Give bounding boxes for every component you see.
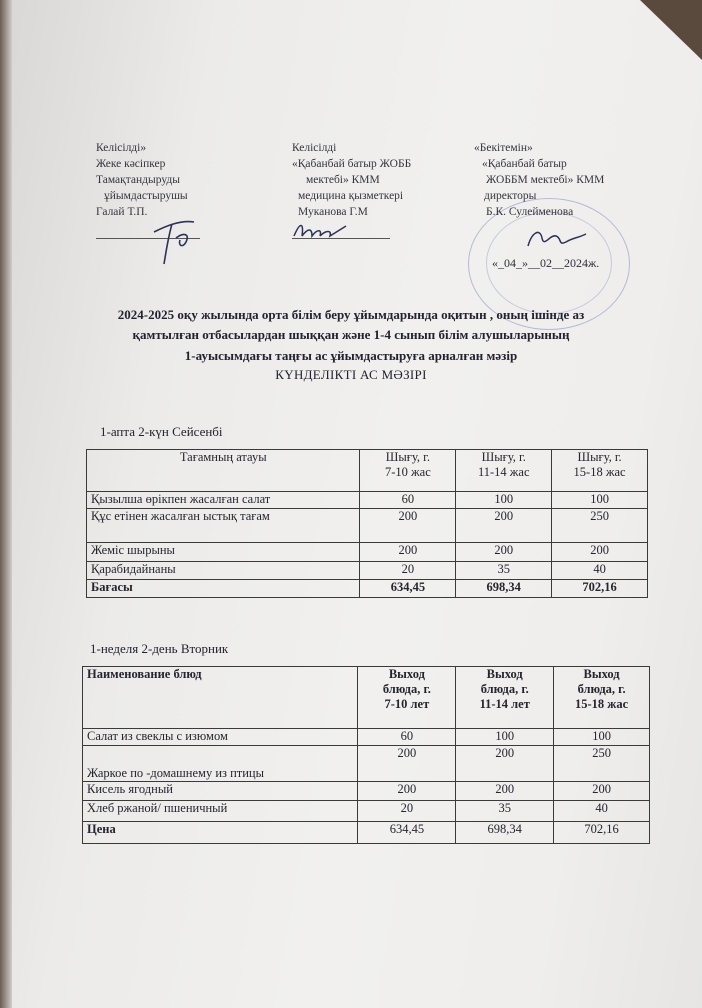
russian-menu-table (82, 666, 650, 844)
table-row (87, 509, 648, 543)
russian-day-label: 1-неделя 2-день Вторник (90, 641, 229, 656)
price-cell: 634,45 (360, 580, 456, 598)
approval-entrepreneur (96, 140, 188, 220)
portion-cell: 35 (456, 801, 554, 822)
portion-cell: 200 (360, 509, 456, 543)
table-header-row (83, 667, 650, 729)
approval-medic (292, 140, 411, 220)
price-row (87, 580, 648, 598)
header-portion-11-14: Выход блюда, г. 11-14 лет (456, 667, 554, 729)
price-cell: 702,16 (552, 580, 648, 598)
dish-name: Құс етінен жасалған ыстық тағам (87, 509, 360, 543)
dish-name: Салат из свеклы с изюмом (83, 729, 358, 746)
portion-cell: 100 (554, 729, 650, 746)
document-subtitle: КҮНДЕЛІКТІ АС МӘЗІРІ (275, 367, 427, 382)
approval-director (474, 140, 604, 220)
price-cell: 698,34 (456, 580, 552, 598)
dish-name: Хлеб ржаной/ пшеничный (83, 801, 358, 822)
portion-cell: 250 (552, 509, 648, 543)
approval-line: «Қабанбай батыр ЖОББ (292, 158, 412, 170)
price-label: Бағасы (87, 580, 360, 598)
header-portion-7-10: Шығу, г. 7-10 жас (360, 450, 456, 492)
approval-line: Галай Т.П. (96, 206, 148, 218)
portion-cell: 200 (358, 782, 456, 801)
approval-line: Жеке кәсіпкер (96, 158, 166, 170)
portion-cell: 200 (456, 746, 554, 782)
table-row (83, 729, 650, 746)
approval-line: «Қабанбай батыр (482, 158, 567, 170)
kazakh-menu-table (86, 449, 648, 598)
dish-name: Кисель ягодный (83, 782, 358, 801)
approval-line: Б.К. Сулейменова (486, 206, 574, 218)
portion-cell: 200 (554, 782, 650, 801)
approval-line: мектебі» КММ (306, 174, 380, 186)
portion-cell: 100 (456, 729, 554, 746)
kazakh-day-label: 1-апта 2-күн Сейсенбі (100, 424, 223, 439)
portion-cell: 60 (360, 492, 456, 509)
price-row (83, 822, 650, 844)
document-title-line: 2024-2025 оқу жылында орта білім беру ұйымдарында оқитын , оның ішінде аз (117, 307, 585, 322)
document-title-line: 1-ауысымдағы таңғы ас ұйымдастыруға арналған мәзір (184, 348, 518, 363)
table-row (83, 782, 650, 801)
approval-line: Келісілді» (96, 142, 147, 154)
approval-line: Келісілді (292, 142, 337, 154)
portion-cell: 60 (358, 729, 456, 746)
portion-cell: 100 (552, 492, 648, 509)
portion-cell: 250 (554, 746, 650, 782)
price-cell: 702,16 (554, 822, 650, 844)
header-portion-15-18: Шығу, г. 15-18 жас (552, 450, 648, 492)
approval-line: Тамақтандыруды (96, 174, 180, 186)
portion-cell: 20 (360, 562, 456, 580)
portion-cell: 200 (456, 782, 554, 801)
header-dish: Наименование блюд (83, 667, 358, 729)
portion-cell: 200 (456, 543, 552, 562)
table-row (83, 746, 650, 782)
table-row (83, 801, 650, 822)
header-portion-15-18: Выход блюда, г. 15-18 жас (554, 667, 650, 729)
portion-cell: 20 (358, 801, 456, 822)
approval-line: Муканова Г.М (298, 206, 368, 218)
portion-cell: 200 (456, 509, 552, 543)
portion-cell: 200 (358, 746, 456, 782)
signature-mukanova (290, 218, 350, 244)
price-cell: 634,45 (358, 822, 456, 844)
portion-cell: 35 (456, 562, 552, 580)
approval-line: директоры (484, 190, 537, 202)
dish-name: Жеміс шырыны (87, 543, 360, 562)
dish-name: Қарабидайнаны (87, 562, 360, 580)
price-cell: 698,34 (456, 822, 554, 844)
page-edge (0, 0, 12, 1008)
approval-line: ЖОББМ мектебі» КММ (486, 174, 605, 186)
signature-galai (150, 212, 200, 266)
portion-cell: 100 (456, 492, 552, 509)
header-portion-7-10: Выход блюда, г. 7-10 лет (358, 667, 456, 729)
portion-cell: 40 (554, 801, 650, 822)
table-row (87, 543, 648, 562)
table-row (87, 492, 648, 509)
signature-suleimenova (522, 224, 592, 254)
portion-cell: 40 (552, 562, 648, 580)
approval-line: ұйымдастырушы (104, 190, 188, 202)
header-dish: Тағамның атауы (87, 450, 360, 492)
approval-date: «_04_»__02__2024ж. (492, 256, 600, 270)
header-portion-11-14: Шығу, г. 11-14 жас (456, 450, 552, 492)
portion-cell: 200 (552, 543, 648, 562)
table-header-row (87, 450, 648, 492)
approval-line: «Бекітемін» (474, 142, 533, 154)
approval-line: медицина қызметкері (298, 190, 404, 202)
dish-name: Жаркое по -домашнему из птицы (83, 746, 358, 782)
dish-name: Қызылша өрікпен жасалған салат (87, 492, 360, 509)
portion-cell: 200 (360, 543, 456, 562)
price-label: Цена (83, 822, 358, 844)
document-title-line: қамтылған отбасылардан шыққан және 1-4 сынып білім алушыларының (132, 327, 570, 342)
table-row (87, 562, 648, 580)
